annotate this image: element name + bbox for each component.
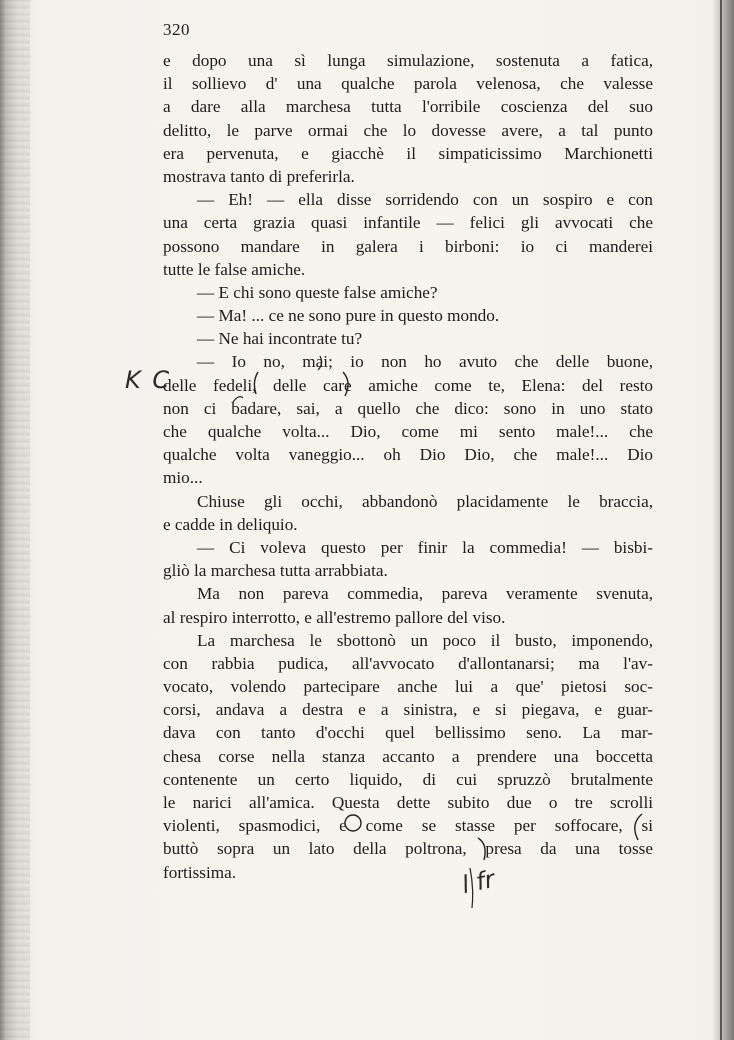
text-line: delitto, le parve ormai che lo dovesse avere, a tal punto [163, 120, 653, 140]
text-line: — E chi sono queste false amiche? [197, 282, 438, 302]
text-line: dava con tanto d'occhi quel bellissimo seno. La mar- [163, 723, 653, 743]
text-line: al respiro interrotto, e all'estremo pallore del viso. [163, 607, 506, 627]
text-line: mostrava tanto di preferirla. [163, 166, 355, 186]
text-line: La marchesa le sbottonò un poco il busto, imponendo, [197, 630, 653, 650]
text-line: una certa grazia quasi infantile — felici gli avvocati che [163, 213, 653, 233]
proof-tick-1 [318, 356, 322, 370]
text-line: contenente un certo liquido, di cui spruzzò brutalmente [163, 769, 653, 789]
text-line: era pervenuta, e giacchè il simpaticissimo Marchionetti [163, 143, 653, 163]
page-number: 320 [163, 20, 190, 39]
text-line: mio... [163, 468, 203, 488]
text-line: Chiuse gli occhi, abbandonò placidamente le braccia, [197, 491, 653, 511]
proof-bracket-1 [254, 372, 258, 394]
margin-annotation: K C [125, 366, 172, 394]
text-line: — Ne hai incontrate tu? [197, 329, 363, 349]
proof-circle [345, 815, 361, 831]
proof-tick-2 [233, 397, 243, 402]
text-line: corsi, andava a destra e a sinistra, e si piegava, e guar- [163, 700, 653, 720]
text-line: le narici all'amica. Questa dette subito due o tre scrolli [163, 793, 653, 812]
bottom-annotation: l fr [459, 864, 498, 900]
text-line: — Ma! ... ce ne sono pure in questo mondo. [197, 306, 500, 326]
text-line: non ci badare, sai, a quello che dico: sono in uno stato [163, 398, 653, 418]
text-line: — Io no, mai; io non ho avuto che delle buone, [197, 352, 653, 372]
text-line: delle fedeli, delle care amiche come te, Elena: del resto [163, 375, 653, 395]
text-line: tutte le false amiche. [163, 259, 306, 279]
proof-bracket-3 [635, 814, 642, 840]
text-line: qualche volta vaneggio... oh Dio Dio, che male!... Dio [163, 445, 653, 465]
text-line: gliò la marchesa tutta arrabbiata. [163, 561, 388, 581]
text-line: che qualche volta... Dio, come mi sento male!... che [163, 422, 653, 441]
text-line: a dare alla marchesa tutta l'orribile coscienza del suo [163, 97, 653, 117]
text-line: Ma non pareva commedia, pareva veramente svenuta, [197, 584, 653, 604]
proof-bracket-4 [478, 838, 485, 860]
text-line: con rabbia pudica, all'avvocato d'allontanarsi; ma l'av- [163, 653, 653, 673]
text-line: — Ci voleva questo per finir la commedia! — bisbi- [197, 537, 653, 557]
text-line: violenti, spasmodici, e come se stasse per soffocare, si [163, 816, 653, 836]
proof-bracket-2 [343, 372, 348, 396]
text-line: e dopo una sì lunga simulazione, sostenuta a fatica, [163, 51, 653, 70]
text-line: fortissima. [163, 862, 237, 882]
text-line: buttò sopra un lato della poltrona, presa da una tosse [163, 839, 653, 859]
text-line: possono mandare in galera i birboni: io ci manderei [163, 236, 653, 256]
text-line: chesa corse nella stanza accanto a prendere una boccetta [163, 746, 653, 766]
text-line: e cadde in deliquio. [163, 514, 298, 534]
text-line: — Eh! — ella disse sorridendo con un sospiro e con [197, 190, 653, 210]
text-line: vocato, volendo partecipare anche lui a que' pietosi soc- [163, 677, 653, 697]
text-line: il sollievo d' una qualche parola velenosa, che valesse [163, 74, 653, 94]
